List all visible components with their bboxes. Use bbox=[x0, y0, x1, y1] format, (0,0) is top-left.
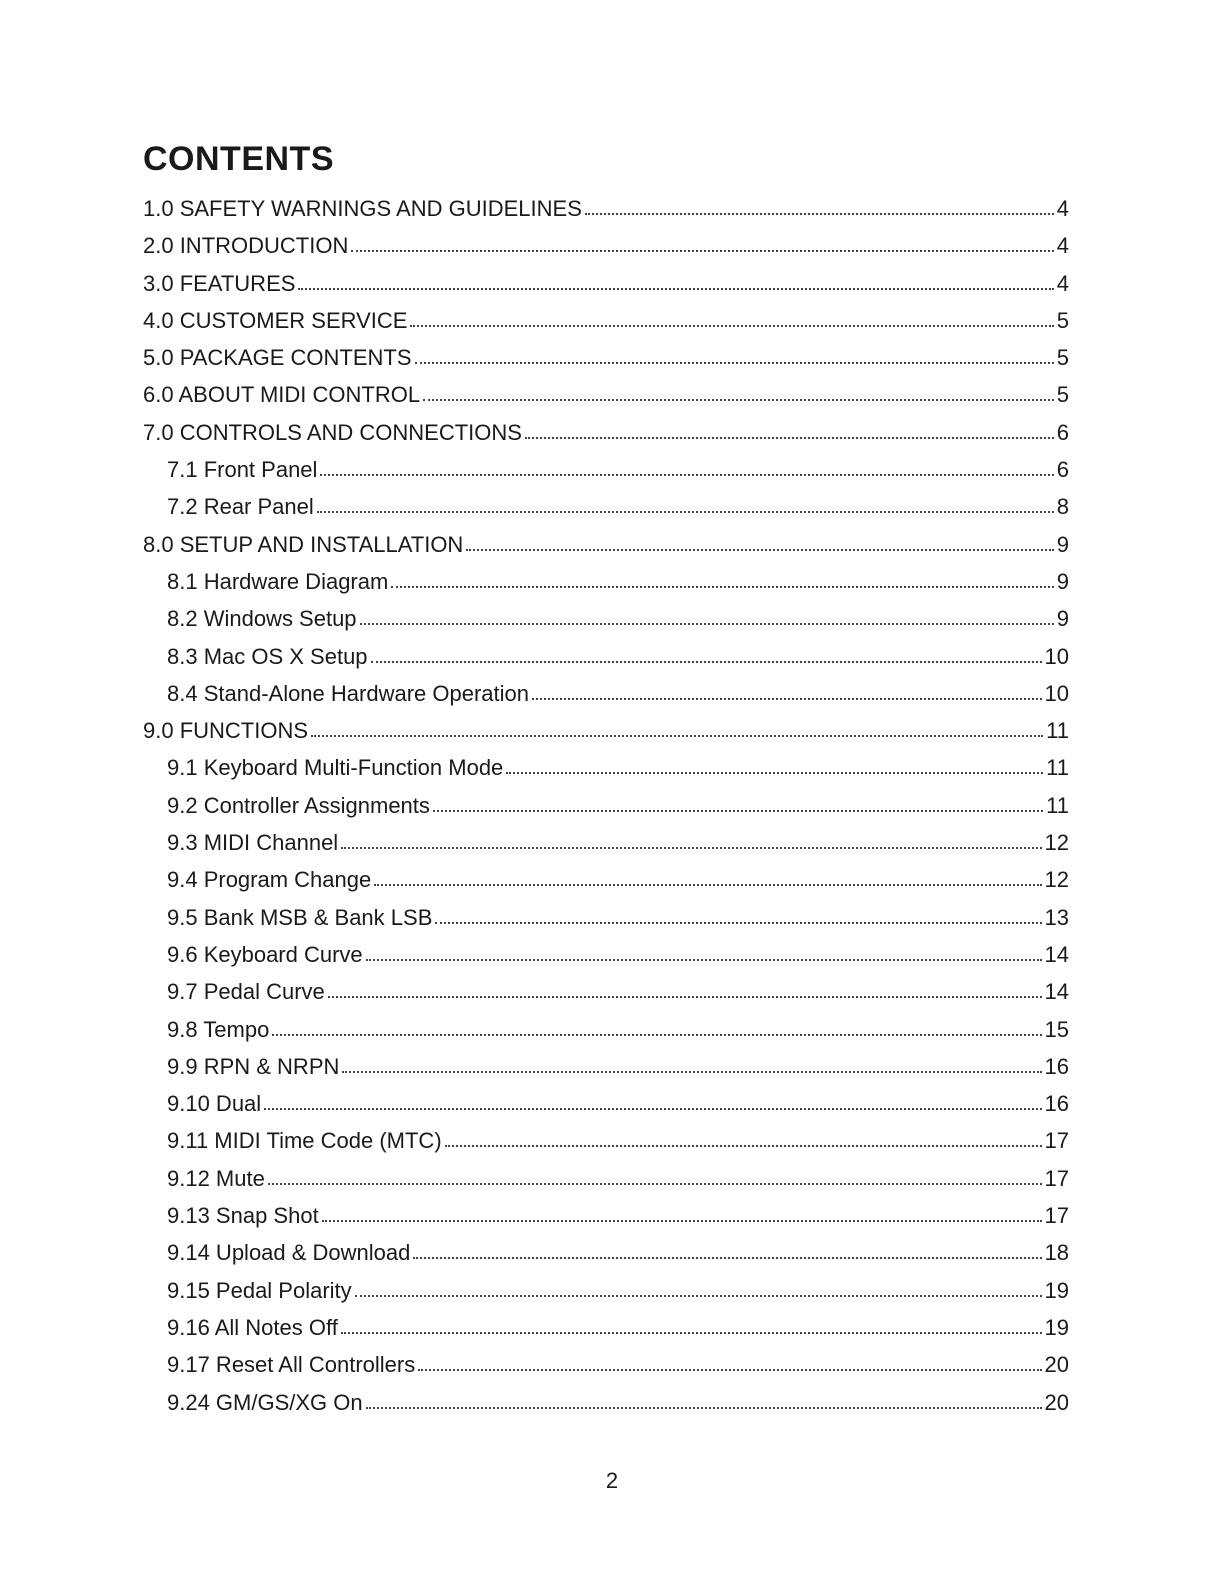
dot-leader bbox=[366, 959, 1042, 961]
toc-entry-page: 18 bbox=[1044, 1240, 1069, 1266]
dot-leader bbox=[433, 810, 1043, 812]
toc-entry-label: 9.16 All Notes Off bbox=[167, 1314, 338, 1340]
dot-leader bbox=[418, 1369, 1041, 1371]
dot-leader bbox=[317, 511, 1054, 513]
toc-entry-label: 9.4 Program Change bbox=[167, 867, 372, 893]
dot-leader bbox=[355, 1295, 1042, 1297]
toc-entry-label: 9.5 Bank MSB & Bank LSB bbox=[167, 904, 433, 930]
dot-leader bbox=[342, 1071, 1041, 1073]
toc-entry[interactable] bbox=[143, 265, 1069, 302]
dot-leader bbox=[341, 847, 1041, 849]
toc-entry-page: 14 bbox=[1044, 979, 1069, 1005]
toc-entry[interactable] bbox=[143, 190, 1069, 227]
toc-entry[interactable] bbox=[143, 1048, 1069, 1085]
dot-leader bbox=[525, 437, 1054, 439]
toc-entry-label: 7.2 Rear Panel bbox=[167, 494, 314, 520]
table-of-contents bbox=[143, 190, 1069, 1421]
dot-leader bbox=[532, 698, 1042, 700]
dot-leader bbox=[360, 623, 1054, 625]
toc-entry-page: 4 bbox=[1056, 270, 1069, 296]
dot-leader bbox=[445, 1145, 1042, 1147]
toc-entry-page: 20 bbox=[1044, 1352, 1069, 1378]
dot-leader bbox=[366, 1407, 1042, 1409]
dot-leader bbox=[413, 1257, 1041, 1259]
dot-leader bbox=[322, 1220, 1042, 1222]
toc-entry-page: 16 bbox=[1044, 1053, 1069, 1079]
toc-entry[interactable] bbox=[143, 600, 1069, 637]
toc-entry-page: 8 bbox=[1056, 494, 1069, 520]
toc-entry-page: 14 bbox=[1044, 941, 1069, 967]
toc-entry-page: 10 bbox=[1044, 643, 1069, 669]
toc-entry-page: 16 bbox=[1044, 1091, 1069, 1117]
toc-entry-page: 5 bbox=[1056, 382, 1069, 408]
toc-entry-label: 9.8 Tempo bbox=[167, 1016, 270, 1042]
toc-entry-label: 9.6 Keyboard Curve bbox=[167, 941, 363, 967]
toc-entry-label: 6.0 ABOUT MIDI CONTROL bbox=[143, 382, 421, 408]
toc-entry-label: 9.24 GM/GS/XG On bbox=[167, 1389, 363, 1415]
toc-entry-page: 9 bbox=[1056, 568, 1069, 594]
toc-entry-page: 6 bbox=[1056, 457, 1069, 483]
toc-entry[interactable] bbox=[143, 1160, 1069, 1197]
dot-leader bbox=[264, 1108, 1041, 1110]
toc-entry[interactable] bbox=[143, 451, 1069, 488]
toc-entry-page: 4 bbox=[1056, 196, 1069, 221]
dot-leader bbox=[374, 884, 1041, 886]
dot-leader bbox=[272, 1034, 1041, 1036]
toc-entry-label: 9.3 MIDI Channel bbox=[167, 830, 339, 856]
toc-entry[interactable] bbox=[143, 563, 1069, 600]
toc-entry-label: 9.13 Snap Shot bbox=[167, 1203, 319, 1229]
toc-entry-label: 9.12 Mute bbox=[167, 1165, 265, 1191]
toc-entry[interactable] bbox=[143, 1309, 1069, 1346]
dot-leader bbox=[341, 1332, 1042, 1334]
dot-leader bbox=[311, 735, 1043, 737]
toc-entry[interactable] bbox=[143, 712, 1069, 749]
toc-entry[interactable] bbox=[143, 1122, 1069, 1159]
toc-entry[interactable] bbox=[143, 1234, 1069, 1271]
toc-entry-page: 10 bbox=[1044, 680, 1069, 706]
toc-entry-page: 19 bbox=[1044, 1277, 1069, 1303]
toc-entry-page: 15 bbox=[1044, 1016, 1069, 1042]
toc-entry-page: 17 bbox=[1044, 1203, 1069, 1229]
dot-leader bbox=[328, 996, 1042, 998]
toc-entry[interactable] bbox=[143, 339, 1069, 376]
dot-leader bbox=[320, 474, 1053, 476]
toc-entry[interactable] bbox=[143, 227, 1069, 264]
toc-entry[interactable] bbox=[143, 414, 1069, 451]
toc-entry[interactable] bbox=[143, 638, 1069, 675]
toc-entry-page: 13 bbox=[1044, 904, 1069, 930]
toc-entry[interactable] bbox=[143, 749, 1069, 786]
toc-entry-label: 2.0 INTRODUCTION bbox=[143, 233, 349, 259]
toc-entry-label: 7.1 Front Panel bbox=[167, 457, 318, 483]
toc-entry-label: 9.14 Upload & Download bbox=[167, 1240, 411, 1266]
toc-entry-page: 11 bbox=[1046, 792, 1069, 818]
toc-entry-page: 19 bbox=[1044, 1314, 1069, 1340]
dot-leader bbox=[351, 250, 1053, 252]
dot-leader bbox=[298, 288, 1053, 290]
toc-entry-label: 3.0 FEATURES bbox=[143, 270, 296, 296]
dot-leader bbox=[435, 922, 1041, 924]
page-title: CONTENTS bbox=[143, 140, 334, 178]
toc-entry-label: 8.2 Windows Setup bbox=[167, 606, 357, 632]
toc-entry-label: 9.15 Pedal Polarity bbox=[167, 1277, 352, 1303]
dot-leader bbox=[466, 549, 1053, 551]
toc-entry-page: 12 bbox=[1044, 830, 1069, 856]
dot-leader bbox=[506, 772, 1043, 774]
toc-entry-label: 1.0 SAFETY WARNINGS AND GUIDELINES bbox=[143, 196, 582, 221]
toc-entry-label: 9.1 Keyboard Multi-Function Mode bbox=[167, 755, 504, 781]
toc-entry-page: 5 bbox=[1056, 345, 1069, 371]
page-number: 2 bbox=[605, 1468, 619, 1493]
toc-entry[interactable] bbox=[143, 1346, 1069, 1383]
toc-entry[interactable] bbox=[143, 899, 1069, 936]
toc-entry-page: 17 bbox=[1044, 1165, 1069, 1191]
toc-entry-label: 9.0 FUNCTIONS bbox=[143, 718, 309, 744]
toc-entry-page: 20 bbox=[1044, 1389, 1069, 1415]
toc-entry-label: 8.3 Mac OS X Setup bbox=[167, 643, 368, 669]
toc-entry-label: 9.17 Reset All Controllers bbox=[167, 1352, 416, 1378]
toc-entry[interactable] bbox=[143, 1384, 1069, 1421]
dot-leader bbox=[268, 1183, 1042, 1185]
toc-entry-page: 5 bbox=[1056, 307, 1069, 333]
toc-entry-page: 6 bbox=[1056, 419, 1069, 445]
toc-entry-page: 11 bbox=[1046, 755, 1069, 781]
toc-entry-page: 17 bbox=[1044, 1128, 1069, 1154]
toc-entry-page: 4 bbox=[1056, 233, 1069, 259]
toc-entry-label: 4.0 CUSTOMER SERVICE bbox=[143, 307, 408, 333]
toc-entry-page: 12 bbox=[1044, 867, 1069, 893]
toc-entry-label: 5.0 PACKAGE CONTENTS bbox=[143, 345, 412, 371]
toc-entry[interactable] bbox=[143, 861, 1069, 898]
dot-leader bbox=[415, 362, 1054, 364]
toc-entry-page: 11 bbox=[1046, 718, 1069, 744]
toc-entry[interactable] bbox=[143, 973, 1069, 1010]
toc-entry-label: 9.7 Pedal Curve bbox=[167, 979, 325, 1005]
toc-entry[interactable] bbox=[143, 1197, 1069, 1234]
toc-entry-label: 8.1 Hardware Diagram bbox=[167, 568, 389, 594]
toc-entry-label: 9.10 Dual bbox=[167, 1091, 262, 1117]
toc-entry[interactable] bbox=[143, 376, 1069, 413]
toc-entry[interactable] bbox=[143, 526, 1069, 563]
toc-entry-label: 8.0 SETUP AND INSTALLATION bbox=[143, 531, 464, 557]
toc-entry[interactable] bbox=[143, 1011, 1069, 1048]
toc-entry[interactable] bbox=[143, 302, 1069, 339]
toc-entry[interactable] bbox=[143, 787, 1069, 824]
toc-entry[interactable] bbox=[143, 824, 1069, 861]
toc-entry[interactable] bbox=[143, 488, 1069, 525]
toc-entry-label: 9.11 MIDI Time Code (MTC) bbox=[167, 1128, 442, 1154]
dot-leader bbox=[585, 213, 1054, 215]
toc-entry-page: 9 bbox=[1056, 531, 1069, 557]
toc-entry-label: 7.0 CONTROLS AND CONNECTIONS bbox=[143, 419, 522, 445]
toc-entry-label: 8.4 Stand-Alone Hardware Operation bbox=[167, 680, 529, 706]
toc-entry-label: 9.9 RPN & NRPN bbox=[167, 1053, 340, 1079]
toc-entry[interactable] bbox=[143, 936, 1069, 973]
toc-entry-page: 9 bbox=[1056, 606, 1069, 632]
toc-entry[interactable] bbox=[143, 1272, 1069, 1309]
dot-leader bbox=[410, 325, 1053, 327]
toc-entry[interactable] bbox=[143, 1085, 1069, 1122]
toc-entry-label: 9.2 Controller Assignments bbox=[167, 792, 430, 818]
toc-entry[interactable] bbox=[143, 675, 1069, 712]
dot-leader bbox=[423, 399, 1054, 401]
dot-leader bbox=[371, 661, 1042, 663]
dot-leader bbox=[391, 586, 1053, 588]
